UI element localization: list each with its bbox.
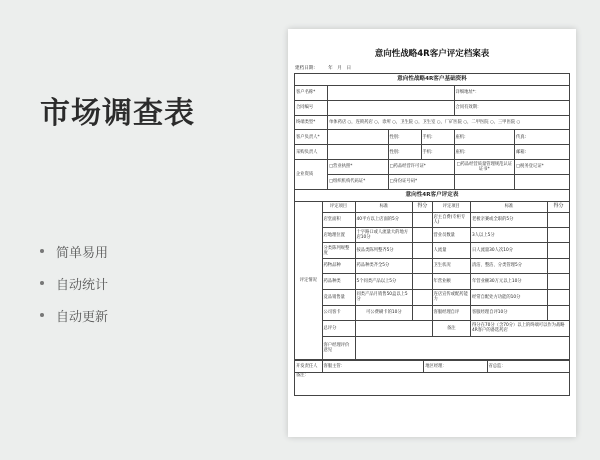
qual-tax-reg[interactable]: □税务登记证* — [515, 159, 570, 174]
value-owner[interactable] — [328, 130, 389, 145]
label-owner: 客户负责人* — [295, 130, 328, 145]
label-province-director[interactable]: 省总监： — [487, 360, 570, 372]
value-contract-no[interactable] — [328, 100, 455, 115]
label-dev-owner: 开发责任人 — [295, 360, 323, 372]
col-header-standard-2: 标准 — [471, 201, 548, 212]
date-label: 建档日期: — [295, 66, 315, 71]
feature-list — [40, 235, 108, 331]
eval-score-2[interactable] — [548, 227, 570, 242]
label-terminal-type: 终端类型* — [295, 115, 328, 130]
eval-score[interactable] — [413, 243, 432, 258]
terminal-type-options[interactable]: 单体药店 ○，连锁药店 ○，诊所 ○，卫生院 ○，卫生室 ○，厂矿医院 ○，二甲医院 ○，三甲医院 ○ — [328, 115, 570, 130]
eval-standard: 同类产品月销售50盒以上5分 — [355, 289, 413, 305]
eval-item: 店地理位置 — [322, 227, 355, 242]
qual-org-code[interactable]: □组织机构代码证* — [328, 174, 389, 189]
eval-score[interactable] — [413, 258, 432, 273]
eval-standard: 按品类陈列整齐5分 — [355, 243, 413, 258]
eval-item: 药品种类 — [322, 274, 355, 289]
label-qualification: 企业资质 — [295, 159, 328, 189]
evaluation-table — [294, 190, 570, 360]
label-gender[interactable]: 性别: — [388, 130, 421, 145]
eval-score[interactable] — [413, 212, 432, 227]
label-notes[interactable]: 备注： — [295, 372, 570, 395]
label-customer-name: 客户名称* — [295, 86, 328, 101]
eval-standard: 可公费刷卡的10分 — [355, 305, 413, 320]
eval-item: 分类陈列规整度 — [322, 243, 355, 258]
eval-standard-2: 日人流量30人次10分 — [471, 243, 548, 258]
col-header-score: 得分 — [413, 201, 432, 212]
page-title: 市场调查表 — [40, 96, 195, 131]
eval-item: 药物品种 — [322, 258, 355, 273]
label-address[interactable]: 详细地址*： — [454, 86, 570, 101]
eval-score[interactable] — [413, 227, 432, 242]
eval-standard-2: 客服经理自评10分 — [471, 305, 548, 320]
label-buyer: 采购负责人 — [295, 145, 328, 160]
qual-id-number[interactable]: □身份证号码* — [388, 174, 454, 189]
feature-item — [40, 267, 108, 299]
date-line — [294, 65, 570, 71]
basic-info-table — [294, 73, 570, 190]
document-title: 意向性战略4R客户评定档案表 — [374, 49, 490, 59]
eval-item-2: 人流量 — [432, 243, 471, 258]
label-total-score: 总评分 — [322, 320, 355, 336]
feature-label: 简单易用 — [56, 245, 109, 261]
bullet-icon — [40, 281, 44, 285]
bullet-icon — [40, 249, 44, 253]
eval-item-2: 客服经理自评 — [432, 305, 471, 320]
feature-item — [40, 235, 108, 267]
qual-drug-permit[interactable]: □药品经营许可证* — [388, 159, 454, 174]
label-email[interactable]: 邮箱: — [515, 145, 570, 160]
eval-score-2[interactable] — [548, 258, 570, 273]
qual-blank — [454, 174, 515, 189]
eval-standard-2: 年营业额30万元以上10分 — [471, 274, 548, 289]
label-gender-2[interactable]: 性别: — [388, 145, 421, 160]
qual-gsp-cert[interactable]: □药品经营质量管理规范认证证书* — [454, 159, 515, 174]
bullet-icon — [40, 313, 44, 317]
label-eval-status: 评定情况 — [295, 201, 323, 359]
eval-item-2: 年营业额 — [432, 274, 471, 289]
eval-standard-2: 经常自配处方功能的10分 — [471, 289, 548, 305]
eval-score[interactable] — [413, 289, 432, 305]
qual-business-license[interactable]: □营业执照* — [328, 159, 389, 174]
eval-item-2: 营业员数量 — [432, 227, 471, 242]
label-mobile-2[interactable]: 手机: — [421, 145, 454, 160]
eval-item: 竞品销售量 — [322, 289, 355, 305]
eval-item: 店堂面积 — [322, 212, 355, 227]
section-header-eval: 意向性4R客户评定表 — [295, 190, 570, 202]
eval-standard: 药品种类齐全5分 — [355, 258, 413, 273]
eval-item-2: 店主自费(专柜专人) — [432, 212, 471, 227]
label-manager-opinion: 客户经理评价意见 — [322, 336, 355, 359]
eval-standard: 40平方以上店面的5分 — [355, 212, 413, 227]
eval-standard-2: 清洁、整洁、分类管理5分 — [471, 258, 548, 273]
feature-item — [40, 299, 108, 331]
eval-standard: 5个同类产品以上5分 — [355, 274, 413, 289]
eval-score[interactable] — [413, 305, 432, 320]
feature-label: 自动统计 — [56, 277, 109, 293]
value-manager-opinion[interactable] — [355, 336, 570, 359]
eval-score-2[interactable] — [548, 212, 570, 227]
label-region-manager[interactable]: 地区经理： — [424, 360, 487, 372]
eval-item-2: 卫生状况 — [432, 258, 471, 273]
col-header-item-2: 评定项目 — [432, 201, 471, 212]
value-buyer[interactable] — [328, 145, 389, 160]
value-remark: 得分在70分（含70分）以上的终端可以作为战略4R客户的备选药店 — [471, 320, 570, 336]
label-contract-no: 合同编号 — [295, 100, 328, 115]
value-customer-name[interactable] — [328, 86, 455, 101]
feature-label: 自动更新 — [56, 309, 109, 325]
eval-score-2[interactable] — [548, 274, 570, 289]
eval-standard-2: 老板亲赛或全职的5分 — [471, 212, 548, 227]
eval-standard-2: 3人以上5分 — [471, 227, 548, 242]
label-fax[interactable]: 传真: — [515, 130, 570, 145]
eval-score[interactable] — [413, 274, 432, 289]
label-landline-2[interactable]: 座机: — [454, 145, 515, 160]
eval-score-2[interactable] — [548, 289, 570, 305]
document-preview — [288, 29, 576, 437]
eval-score-2[interactable] — [548, 305, 570, 320]
eval-item: 公司客卡 — [322, 305, 355, 320]
footer-table — [294, 360, 570, 396]
col-header-score-2: 得分 — [548, 201, 570, 212]
label-remark: 备注 — [432, 320, 471, 336]
date-units: 年 月 日 — [328, 66, 352, 71]
label-cs-manager[interactable]: 客服主管： — [322, 360, 424, 372]
label-landline[interactable]: 座机: — [454, 130, 515, 145]
qual-blank-2 — [515, 174, 570, 189]
value-total-score[interactable] — [355, 320, 432, 336]
col-header-standard: 标准 — [355, 201, 413, 212]
eval-item-2: 连店宣传或配药能力 — [432, 289, 471, 305]
label-mobile[interactable]: 手机: — [421, 130, 454, 145]
label-contract-valid[interactable]: 合同有效期： — [454, 100, 570, 115]
section-header-basic: 意向性战略4R客户基础资料 — [295, 74, 570, 86]
col-header-item: 评定项目 — [322, 201, 355, 212]
eval-score-2[interactable] — [548, 243, 570, 258]
eval-standard: 十字路口或人流量大的地方店10分 — [355, 227, 413, 242]
